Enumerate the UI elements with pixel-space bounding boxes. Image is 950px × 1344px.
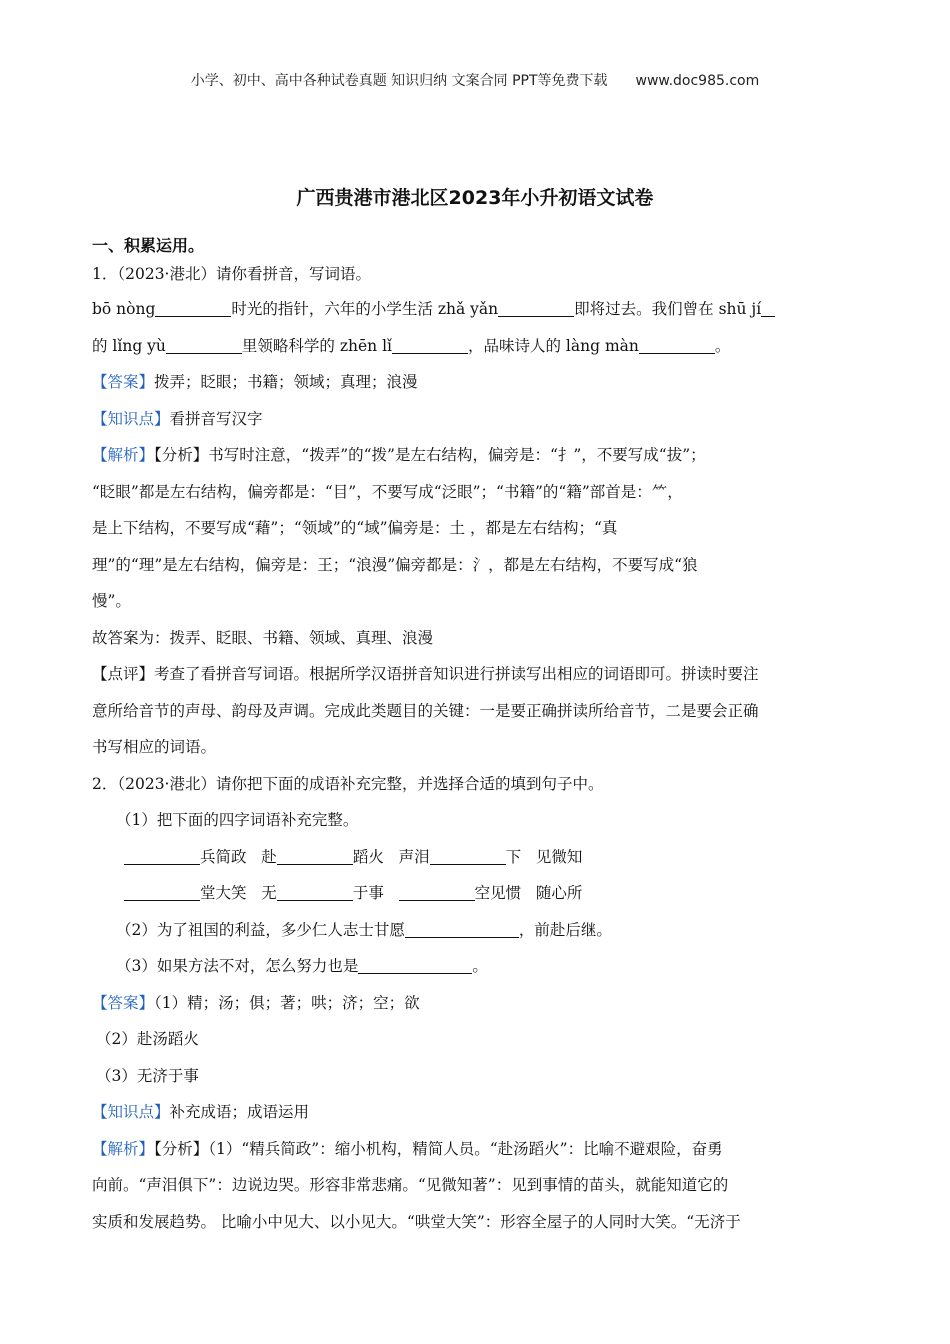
analysis-tag: 【解析】	[92, 446, 155, 464]
sentence-text: （2）为了祖国的利益，多少仁人志士甘愿	[116, 920, 405, 939]
header-url[interactable]: www.doc985.com	[635, 73, 760, 89]
answer-blank[interactable]	[277, 846, 353, 864]
q1-comment-line: 意所给音节的声母、韵母及声调。完成此类题目的关键：一是要正确拼读所给音节，二是要会正确	[92, 701, 759, 720]
analysis-tag: 【解析】	[92, 1139, 155, 1158]
answer-blank[interactable]	[761, 299, 775, 317]
q1-text: 的 lǐng yù	[92, 336, 166, 355]
q1-pinyin: bō nòng	[92, 300, 156, 318]
q1-text: 时光的指针，六年的小学生活 zhǎ yǎn	[231, 300, 499, 318]
analysis-text: 【分析】（1）“精兵简政”：缩小机构，精简人员。“赴汤蹈火”：比喻不避艰险，奋勇	[154, 1139, 723, 1158]
q1-answer	[92, 364, 858, 401]
sentence-text: ，前赴后继。	[518, 920, 612, 939]
q2-analysis-line: 实质和发展趋势。 比喻小中见大、以小见大。“哄堂大笑”：形容全屋子的人同时大笑。“无济于	[92, 1212, 741, 1231]
idiom-part: 见微知	[535, 847, 583, 866]
knowledge-tag: 【知识点】	[92, 1103, 170, 1121]
section-heading: 一、积累运用。	[92, 236, 205, 255]
answer-tag: 【答案】	[92, 373, 155, 391]
q1-knowledge	[92, 401, 858, 438]
idiom-part: 蹈火	[352, 847, 384, 866]
q2-knowledge	[92, 1094, 858, 1131]
q2-idiom-row2	[92, 875, 858, 912]
knowledge-tag: 【知识点】	[92, 409, 170, 428]
answer-tag: 【答案】	[92, 993, 155, 1012]
q2-sub3	[92, 948, 858, 985]
knowledge-text: 看拼音写汉字	[169, 409, 263, 428]
q2-idiom-row1	[92, 839, 858, 876]
page-header	[0, 70, 950, 90]
idiom-part: 空见惯	[474, 884, 522, 902]
answer-blank[interactable]	[639, 335, 715, 353]
answer-blank[interactable]	[124, 883, 200, 901]
idiom-part: 堂大笑	[200, 884, 247, 902]
q1-text: 。	[714, 336, 731, 355]
analysis-text: 【分析】书写时注意，“拨弄”的“拨”是左右结构，偏旁是：“扌”，不要写成“拔”；	[154, 446, 706, 464]
q1-analysis-line	[92, 437, 858, 474]
q2-analysis-line: 向前。“声泪俱下”：边说边哭。形容非常悲痛。“见微知著”：见到事情的苗头，就能知道它的	[92, 1176, 729, 1194]
answer-text: 拨弄；眨眼；书籍；领域；真理；浪漫	[154, 373, 418, 391]
idiom-part: 下	[505, 847, 522, 866]
answer-blank[interactable]	[399, 883, 475, 901]
document-body	[92, 258, 858, 1240]
answer-blank[interactable]	[166, 335, 242, 353]
q1-text: 即将过去。我们曾在 shū jí	[574, 300, 762, 318]
q1-line1	[92, 291, 858, 328]
idiom-part: 声泪	[398, 847, 430, 866]
idiom-part: 随心所	[535, 884, 583, 902]
q1-line2	[92, 328, 858, 365]
answer-blank[interactable]	[155, 299, 231, 317]
q2-answer-line: （2）赴汤蹈火	[96, 1030, 199, 1048]
q2-prompt: 2．（2023·港北）请你把下面的成语补充完整，并选择合适的填到句子中。	[92, 774, 604, 793]
q1-conclusion: 故答案为：拨弄、眨眼、书籍、领域、真理、浪漫	[92, 628, 434, 647]
answer-blank[interactable]	[277, 883, 353, 901]
answer-blank[interactable]	[405, 919, 519, 937]
q1-text: 里领略科学的 zhēn lǐ	[241, 336, 392, 355]
idiom-part: 于事	[352, 884, 384, 902]
q1-analysis-line: 理”的“理”是左右结构，偏旁是：王；“浪漫”偏旁都是：氵，都是左右结构，不要写成“狼	[92, 555, 698, 574]
q2-answer	[92, 985, 858, 1022]
q1-comment-line: 【点评】考查了看拼音写词语。根据所学汉语拼音知识进行拼读写出相应的词语即可。拼读时要注	[92, 665, 759, 683]
sentence-text: 。	[472, 957, 488, 975]
q1-analysis-line: 慢”。	[92, 592, 131, 610]
header-text: 小学、初中、高中各种试卷真题 知识归纳 文案合同 PPT等免费下载	[190, 73, 608, 89]
page-title: 广西贵港市港北区2023年小升初语文试卷	[296, 187, 654, 209]
answer-blank[interactable]	[430, 846, 506, 864]
idiom-part: 兵简政	[200, 847, 247, 866]
answer-blank[interactable]	[392, 335, 468, 353]
q2-analysis-line	[92, 1131, 858, 1168]
q1-prompt: 1．（2023·港北）请你看拼音，写词语。	[92, 265, 371, 283]
q1-analysis-line: “眨眼”都是左右结构，偏旁都是：“目”，不要写成“泛眼”；“书籍”的“籍”部首是：⺮，	[92, 482, 683, 501]
q1-text: ，品味诗人的 làng màn	[468, 336, 639, 355]
answer-blank[interactable]	[498, 299, 574, 317]
q2-sub1: （1）把下面的四字词语补充完整。	[116, 811, 359, 829]
knowledge-text: 补充成语；成语运用	[169, 1103, 310, 1121]
idiom-part: 赴	[261, 847, 277, 866]
answer-text: （1）精；汤；俱；著；哄；济；空；欲	[154, 993, 420, 1012]
q2-sub2	[92, 912, 858, 949]
answer-blank[interactable]	[124, 846, 200, 864]
idiom-part: 无	[261, 884, 277, 902]
q2-answer-line: （3）无济于事	[96, 1066, 199, 1085]
q1-comment-line: 书写相应的词语。	[92, 738, 217, 756]
sentence-text: （3）如果方法不对，怎么努力也是	[116, 957, 359, 975]
answer-blank[interactable]	[358, 956, 472, 974]
q1-analysis-line: 是上下结构，不要写成“藉”；“领域”的“域”偏旁是：土 ，都是左右结构；“真	[92, 519, 618, 537]
